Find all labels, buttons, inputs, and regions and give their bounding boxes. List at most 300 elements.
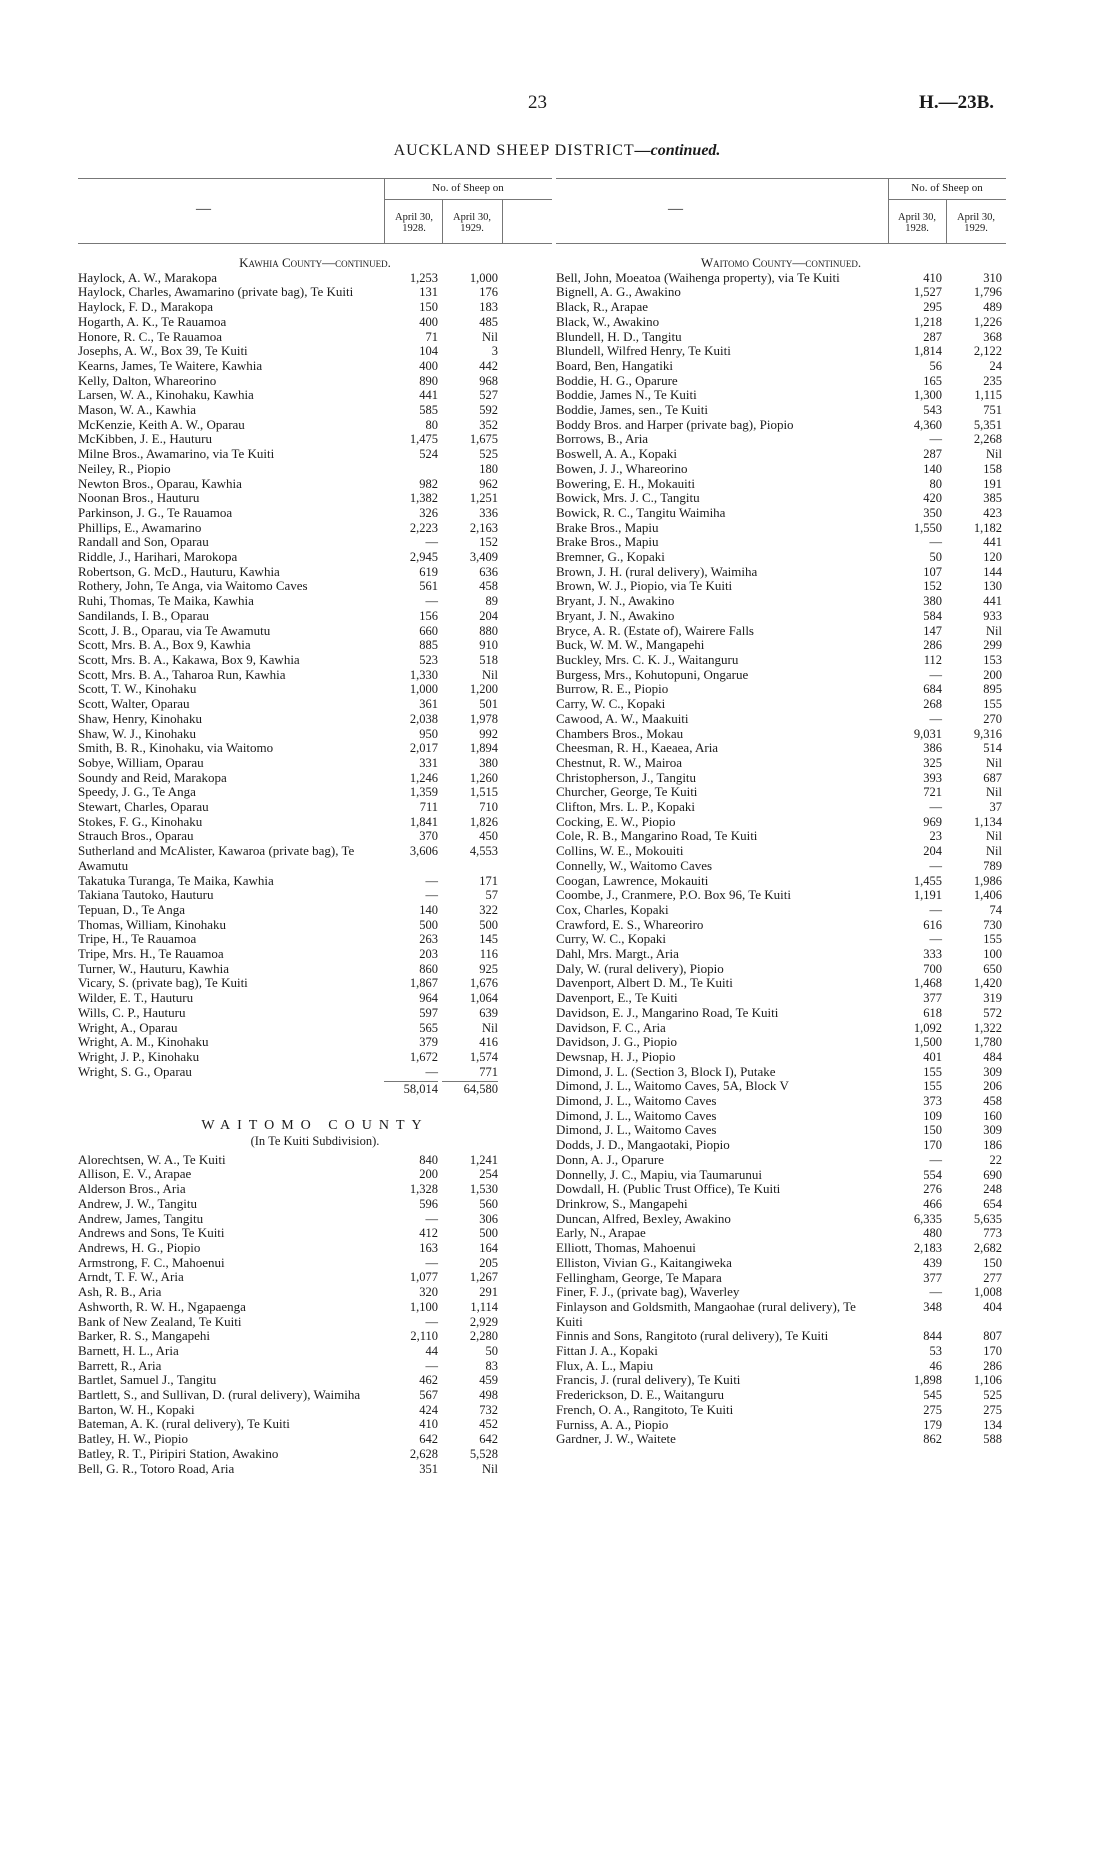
sheep-1928: — [929,800,942,815]
sheep-1929: 1,251 [469,491,498,506]
sheep-1929: 116 [479,947,498,962]
sheep-1929: Nil [482,1020,498,1035]
owner-name: Shaw, Henry, Kinohaku [78,710,202,726]
sheep-1928: 150 [419,300,438,315]
sheep-1928: 844 [923,1329,942,1344]
sheep-1929: Nil [986,785,1002,800]
sheep-1929: 642 [479,1432,498,1447]
right-column [556,178,1006,1447]
sheep-1928: 982 [419,476,438,491]
sheep-1928: 348 [923,1299,942,1314]
sheep-1929: 155 [983,932,1002,947]
table-row [556,1153,1006,1168]
sheep-1929: 458 [983,1094,1002,1109]
table-row [556,947,1006,962]
sheep-1928: 152 [923,579,942,594]
sheep-1929: 160 [983,1108,1002,1123]
owner-name: Scott, Mrs. B. A., Taharoa Run, Kawhia [78,666,286,682]
sheep-1928: 616 [923,917,942,932]
sheep-1928: 3,606 [409,844,438,859]
owner-name: Mason, W. A., Kawhia [78,402,197,418]
sheep-1929: 37 [989,800,1002,815]
sheep-1928: 320 [419,1285,438,1300]
sheep-1928: 1,814 [913,344,942,359]
sheep-1928: 56 [929,358,942,373]
owner-name: Takatuka Turanga, Te Maika, Kawhia [78,872,274,888]
sheep-1928: 596 [419,1196,438,1211]
owner-name: Stokes, F. G., Kinohaku [78,813,203,829]
table-row [556,697,1006,712]
owner-name: Dahl, Mrs. Margt., Aria [556,946,679,962]
sheep-1929: Nil [482,667,498,682]
header-rule [888,199,1006,200]
table-row [556,1006,1006,1021]
sheep-1928: 618 [923,1005,942,1020]
sheep-1929: 525 [983,1388,1002,1403]
table-row [78,918,552,933]
owner-name: Boddy Bros. and Harper (private bag), Piopio [556,416,794,432]
sheep-1929: 933 [983,608,1002,623]
table-row [556,609,1006,624]
sheep-1928: 400 [419,358,438,373]
table-row [556,1388,1006,1403]
sheep-1929: Nil [986,829,1002,844]
owner-name: Allison, E. V., Arapae [78,1166,192,1182]
page-title [0,142,1114,160]
sheep-1929: 309 [983,1123,1002,1138]
owner-name: Tepuan, D., Te Anga [78,901,185,917]
sheep-1929: 1,008 [973,1285,1002,1300]
sheep-1929: 158 [983,461,1002,476]
owner-name: Curry, W. C., Kopaki [556,931,667,947]
owner-name: Brake Bros., Mapiu [556,534,659,550]
sheep-1929: 1,200 [469,682,498,697]
sheep-1929: 1,406 [973,888,1002,903]
owner-name: Andrew, J. W., Tangitu [78,1195,197,1211]
sheep-1928: 268 [923,697,942,712]
table-row [556,874,1006,889]
sheep-1928: 71 [425,329,438,344]
left-table-header [78,178,552,244]
table-row [78,888,552,903]
sheep-1929: 639 [479,1005,498,1020]
sheep-1929: 501 [479,697,498,712]
sheep-1928: — [425,1358,438,1373]
owner-name: Fellingham, George, Te Mapara [556,1269,722,1285]
table-row [556,1285,1006,1300]
sheep-1929: 1,978 [469,711,498,726]
table-row [556,447,1006,462]
sheep-1929: 452 [479,1417,498,1432]
sheep-1929: 380 [479,755,498,770]
sheep-1929: 1,241 [469,1152,498,1167]
table-row [78,491,552,506]
owner-name: Batley, H. W., Piopio [78,1431,189,1447]
sheep-1929: 1,000 [469,270,498,285]
table-row [556,962,1006,977]
sheep-1929: 771 [479,1064,498,1079]
sheep-1928: 275 [923,1402,942,1417]
table-row [78,697,552,712]
owner-name: Chambers Bros., Mokau [556,725,684,741]
owner-name: Wright, A., Oparau [78,1019,178,1035]
table-row [78,477,552,492]
sheep-1928: 523 [419,652,438,667]
sheep-1928: 401 [923,1049,942,1064]
sheep-1929: 654 [983,1197,1002,1211]
table-row [556,1035,1006,1050]
sheep-1928: 263 [419,932,438,947]
table-row [78,1432,552,1447]
table-row [556,506,1006,521]
sheep-1929: 500 [479,1226,498,1241]
owner-name: Connelly, W., Waitomo Caves [556,857,713,873]
sheep-1929: 130 [983,579,1002,594]
sheep-1928: 147 [923,623,942,638]
owner-name: Davenport, E., Te Kuiti [556,990,678,1006]
table-row [78,579,552,594]
sheep-1929: 458 [479,579,498,594]
owner-name: Kearns, James, Te Waitere, Kawhia [78,357,263,373]
sheep-1928: — [425,888,438,903]
owner-name: Bell, John, Moeatoa (Waihenga property), via Te Kuiti [556,269,840,285]
table-row [556,932,1006,947]
sheep-1928: 642 [419,1432,438,1447]
owner-name: Dimond, J. L., Waitomo Caves [556,1093,717,1109]
owner-name: Wright, A. M., Kinohaku [78,1034,209,1050]
table-row [78,785,552,800]
sheep-1928: 567 [419,1388,438,1403]
table-row [556,1094,1006,1109]
table-row [556,1256,1006,1271]
sheep-1928: 585 [419,403,438,418]
sheep-1929: 1,226 [973,314,1002,329]
owner-name: Bartlett, S., and Sullivan, D. (rural delivery), Waimiha [78,1387,361,1403]
sheep-1929: 275 [983,1402,1002,1417]
sheep-1929: 404 [983,1299,1002,1314]
sheep-1928: 524 [419,447,438,462]
sheep-1929: 170 [983,1344,1002,1359]
sheep-1928: 721 [923,785,942,800]
sheep-1929: 3,409 [469,550,498,565]
total-1929: 64,580 [442,1081,498,1097]
table-row [556,991,1006,1006]
sheep-1929: 286 [983,1358,1002,1373]
table-row [78,506,552,521]
sheep-1929: 489 [983,300,1002,315]
table-row [78,756,552,771]
sheep-1929: 459 [479,1373,498,1388]
sheep-1929: 1,420 [973,976,1002,991]
sheep-1929: 1,986 [973,873,1002,888]
owner-name: Wilder, E. T., Hauturu [78,990,194,1006]
sheep-1928: 163 [419,1241,438,1255]
sheep-1928: 150 [923,1123,942,1138]
table-row [78,1300,552,1315]
owner-name: Sutherland and McAlister, Kawaroa (private bag), Te Awamutu [78,843,355,873]
owner-name: Arndt, T. F. W., Aria [78,1269,184,1285]
sheep-1928: 333 [923,947,942,962]
sheep-1929: 650 [983,961,1002,976]
table-row [556,565,1006,580]
table-row [556,1418,1006,1433]
owner-name: Hogarth, A. K., Te Rauamoa [78,313,227,329]
sheep-1928: — [929,535,942,550]
sheep-1928: 1,867 [409,976,438,991]
owner-name: Scott, T. W., Kinohaku [78,681,197,697]
table-row [556,815,1006,830]
sheep-1928: 140 [923,461,942,476]
sheep-1929: 1,574 [469,1049,498,1064]
table-row [556,1182,1006,1197]
sheep-1929: 191 [983,476,1002,491]
sheep-1929: 100 [983,947,1002,962]
table-row [78,829,552,844]
sheep-1929: 441 [983,535,1002,550]
left-table-body [78,256,552,1476]
sheep-1928: 969 [923,814,942,829]
owner-name: Finnis and Sons, Rangitoto (rural delivery), Te Kuiti [556,1328,829,1344]
sheep-1929: 1,260 [469,770,498,785]
sheep-1928: 964 [419,991,438,1006]
sheep-1928: 462 [419,1373,438,1388]
sheep-1929: 164 [479,1241,498,1255]
sheep-1929: 1,530 [469,1182,498,1197]
owner-name: Bryant, J. N., Awakino [556,593,675,609]
sheep-1929: 773 [983,1226,1002,1241]
sheep-1929: 248 [983,1182,1002,1197]
owner-name: Fittan J. A., Kopaki [556,1343,658,1359]
sheep-1928: 1,455 [913,873,942,888]
table-row [78,771,552,786]
owner-name: Cole, R. B., Mangarino Road, Te Kuiti [556,828,758,844]
sheep-1928: 424 [419,1402,438,1417]
owner-name: Francis, J. (rural delivery), Te Kuiti [556,1372,741,1388]
owner-name: Duncan, Alfred, Bexley, Awakino [556,1210,731,1226]
sheep-1929: 270 [983,711,1002,726]
sheep-1928: 53 [929,1344,942,1359]
sheep-1929: 592 [479,403,498,418]
table-row [78,344,552,359]
sheep-1928: 361 [419,697,438,712]
owner-name: Robertson, G. McD., Hauturu, Kawhia [78,563,280,579]
sheep-1929: 730 [983,917,1002,932]
table-row [78,521,552,536]
sheep-1929: 498 [479,1388,498,1403]
owner-name: Cawood, A. W., Maakuiti [556,710,689,726]
owner-name: Tripe, H., Te Rauamoa [78,931,197,947]
sheep-1929: 572 [983,1005,1002,1020]
table-row [556,1123,1006,1138]
sheep-1929: 200 [983,667,1002,682]
sheep-1928: — [425,1255,438,1270]
sheep-1928: — [929,1152,942,1167]
table-row [78,550,552,565]
owner-name: Ruhi, Thomas, Te Maika, Kawhia [78,593,254,609]
sheep-1928: 104 [419,344,438,359]
sheep-1929: 710 [479,800,498,815]
table-row [78,903,552,918]
sheep-1928: 140 [419,902,438,917]
table-row [78,1241,552,1256]
sheep-1928: 1,475 [409,432,438,447]
sheep-1928: 420 [923,491,942,506]
table-row [78,535,552,550]
owner-name: Andrews, H. G., Piopio [78,1240,201,1255]
table-row [556,653,1006,668]
table-row [556,285,1006,300]
sheep-1928: 1,328 [409,1182,438,1197]
sheep-1929: 1,114 [470,1299,498,1314]
owner-name: Donnelly, J. C., Mapiu, via Taumarunui [556,1166,762,1182]
table-row [78,844,552,873]
sheep-1928: — [425,1314,438,1329]
sheep-1929: 204 [479,608,498,623]
sheep-1928: — [425,594,438,609]
owner-name: Haylock, A. W., Marakopa [78,269,218,285]
table-row [78,374,552,389]
header-sheep-label: No. of Sheep on [911,182,983,194]
owner-name: Bremner, G., Kopaki [556,549,665,565]
sheep-1929: 368 [983,329,1002,344]
owner-name: Barnett, H. L., Aria [78,1342,179,1358]
owner-name: Scott, Mrs. B. A., Kakawa, Box 9, Kawhia [78,651,300,667]
header-divider [442,199,443,243]
table-row [556,859,1006,874]
sheep-1928: 1,550 [913,520,942,535]
owner-name: Newton Bros., Oparau, Kawhia [78,475,242,491]
owner-name: Boswell, A. A., Kopaki [556,446,677,462]
sheep-1928: 287 [923,447,942,462]
table-row [556,1079,1006,1094]
sheep-1928: 1,100 [409,1299,438,1314]
owner-name: Bell, G. R., Totoro Road, Aria [78,1460,235,1476]
owner-name: Andrews and Sons, Te Kuiti [78,1225,225,1241]
owner-name: Takiana Tautoko, Hauturu [78,887,214,903]
owner-name: Christopherson, J., Tangitu [556,769,697,785]
owner-name: Barton, W. H., Kopaki [78,1401,195,1417]
owner-name: Coombe, J., Cranmere, P.O. Box 96, Te Kuiti [556,887,792,903]
sheep-1929: 206 [983,1079,1002,1094]
header-divider [502,199,503,243]
sheep-1928: 200 [419,1167,438,1182]
table-row [78,991,552,1006]
owner-name: Larsen, W. A., Kinohaku, Kawhia [78,387,254,403]
sheep-1929: 3 [491,344,498,359]
sheep-1929: 319 [983,991,1002,1006]
sheep-1929: Nil [986,755,1002,770]
sheep-1928: 2,628 [409,1446,438,1461]
table-row [78,682,552,697]
sheep-1929: 1,182 [973,520,1002,535]
owner-name: Buck, W. M. W., Mangapehi [556,637,705,653]
table-row [556,918,1006,933]
table-row [78,1417,552,1432]
sheep-1928: 950 [419,726,438,741]
owner-name: Josephs, A. W., Box 39, Te Kuiti [78,343,248,359]
sheep-1928: — [929,902,942,917]
owner-name: Vicary, S. (private bag), Te Kuiti [78,975,248,991]
sheep-1929: 2,163 [469,520,498,535]
table-row [78,1329,552,1344]
section-heading: Kawhia County—continued. [239,255,391,270]
owner-name: Cheesman, R. H., Kaeaea, Aria [556,740,719,756]
sheep-1928: 1,672 [409,1049,438,1064]
sheep-1929: 2,122 [973,344,1002,359]
table-row [78,874,552,889]
table-row [556,300,1006,315]
table-row [78,800,552,815]
sheep-1928: 660 [419,623,438,638]
table-row [556,418,1006,433]
owner-name: Stewart, Charles, Oparau [78,799,209,815]
sheep-1928: 860 [419,961,438,976]
sheep-1928: 44 [425,1343,438,1358]
sheep-1929: 5,351 [973,417,1002,432]
waitomo-entries-continued [556,271,1006,1447]
table-row [556,1138,1006,1153]
sheep-1928: 1,527 [913,285,942,300]
sheep-1929: 2,280 [469,1329,498,1344]
owner-name: Black, W., Awakino [556,313,660,329]
owner-name: Haylock, F. D., Marakopa [78,299,214,315]
sheep-1928: 565 [419,1020,438,1035]
table-row [78,1182,552,1197]
table-row [78,1197,552,1212]
sheep-1928: 711 [419,800,438,815]
sheep-1929: 789 [983,858,1002,873]
header-date-1928: April 30, 1928. [898,212,936,234]
table-row [78,594,552,609]
owner-name: Borrows, B., Aria [556,431,649,447]
owner-name: Board, Ben, Hangatiki [556,357,673,373]
sheep-1929: 385 [983,491,1002,506]
sheep-1929: 186 [983,1138,1002,1153]
sheep-1929: 895 [983,682,1002,697]
owner-name: Armstrong, F. C., Mahoenui [78,1254,225,1270]
table-row [78,1021,552,1036]
sheep-1929: 254 [479,1167,498,1182]
owner-name: Gardner, J. W., Waitete [556,1431,676,1447]
sheep-1929: 322 [479,902,498,917]
sheep-1928: 1,191 [913,888,942,903]
sheep-1929: 2,929 [469,1314,498,1329]
sheep-1928: 2,183 [913,1241,942,1256]
owner-name: Brake Bros., Mapiu [556,519,659,535]
sheep-1928: 6,335 [913,1211,942,1226]
sheep-1928: 350 [923,505,942,520]
owner-name: Bowen, J. J., Whareorino [556,460,688,476]
header-rule [384,199,552,200]
sheep-1928: 203 [419,947,438,962]
sheep-1929: 299 [983,638,1002,653]
sheep-1929: 205 [479,1255,498,1270]
sheep-1929: 1,796 [973,285,1002,300]
sheep-1928: 1,898 [913,1373,942,1388]
table-row [78,1006,552,1021]
owner-name: Speedy, J. G., Te Anga [78,784,196,800]
owner-name: McKenzie, Keith A. W., Oparau [78,416,245,432]
owner-name: Neiley, R., Piopio [78,460,171,476]
table-row [556,638,1006,653]
table-row [78,418,552,433]
sheep-1928: 23 [929,829,942,844]
sheep-1928: — [425,1211,438,1226]
table-row [78,815,552,830]
sheep-1929: 309 [983,1064,1002,1079]
sheep-1928: 554 [923,1167,942,1182]
sheep-1929: 525 [479,447,498,462]
